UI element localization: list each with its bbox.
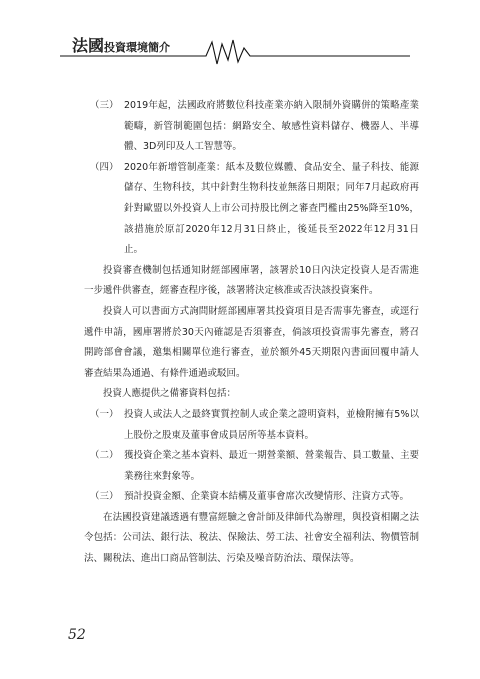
- page-number: 52: [68, 627, 86, 643]
- list-item-text: 2019年起，法國政府將數位科技產業亦納入限制外資購併的策略產業範疇，新管制範圍包括：網路安全、敏感性資料儲存、機器人、半導體、3D列印及人工智慧等。: [124, 100, 419, 153]
- list-item: [84, 487, 419, 508]
- list-item-number: （一）: [90, 408, 119, 420]
- header-title: [72, 36, 170, 56]
- list-item: [84, 96, 419, 158]
- list-item-text: 獲投資企業之基本資料、最近一期營業額、營業報告、員工數量、主要業務往來對象等。: [124, 450, 419, 482]
- paragraph-written-inquiry: 投資人可以書面方式詢問財經部國庫署其投資項目是否需事先審查，或逕行遞件申請，國庫署將於30天內確認是否須審查，倘該項投資需事先審查，將召開跨部會會議，邀集相關單位進行審查，並於額外45天期限內書面回覆申請人審查結果為通過、有條件通過或駁回。: [84, 305, 419, 379]
- page-header: [0, 0, 480, 70]
- list-item: [84, 158, 419, 261]
- list-item: [84, 446, 419, 487]
- header-title-sub: 投資環境簡介: [104, 41, 171, 54]
- paragraph-review-mechanism: 投資審查機制包括通知財經部國庫署，該署於10日內決定投資人是否需進一步遞件供審查，經審查程序後，該署將決定核准或否決該投資案件。: [84, 264, 419, 297]
- list-item: [84, 405, 419, 446]
- header-heartbeat-line: [0, 0, 480, 70]
- list-item-text: 2020年新增管制產業：紙本及數位媒體、食品安全、量子科技、能源儲存、生物科技，其中針對生物科技並無落日期限；同年7月起政府再針對歐盟以外投資人上市公司持股比例之審查門檻由25%降至10%，該措施於原訂2020年12月31日終止，後延長至2022年12月31日止。: [124, 161, 419, 256]
- list-item-number: （三）: [90, 100, 119, 111]
- document-body: [84, 96, 419, 570]
- list-item-text: 投資人或法人之最終實質控制人或企業之證明資料，並檢附擁有5%以上股份之股東及董事會成員居所等基本資料。: [124, 408, 419, 441]
- header-title-main: 法國: [72, 36, 105, 55]
- list-item-number: （四）: [90, 161, 119, 173]
- list-item-number: （三）: [90, 491, 119, 503]
- paragraph-related-laws: 在法國投資建議透過有豐富經驗之會計師及律師代為辦理，與投資相關之法令包括：公司法、銀行法、稅法、保險法、勞工法、社會安全福利法、物價管制法、關稅法、進出口商品管制法、污染及噪音防治法、環保法等。: [84, 511, 419, 565]
- list-item-text: 預計投資金額、企業資本結構及董事會席次改變情形、注資方式等。: [124, 491, 410, 503]
- list-item-number: （二）: [90, 450, 119, 462]
- paragraph-required-documents: 投資人應提供之備審資料包括：: [103, 388, 237, 400]
